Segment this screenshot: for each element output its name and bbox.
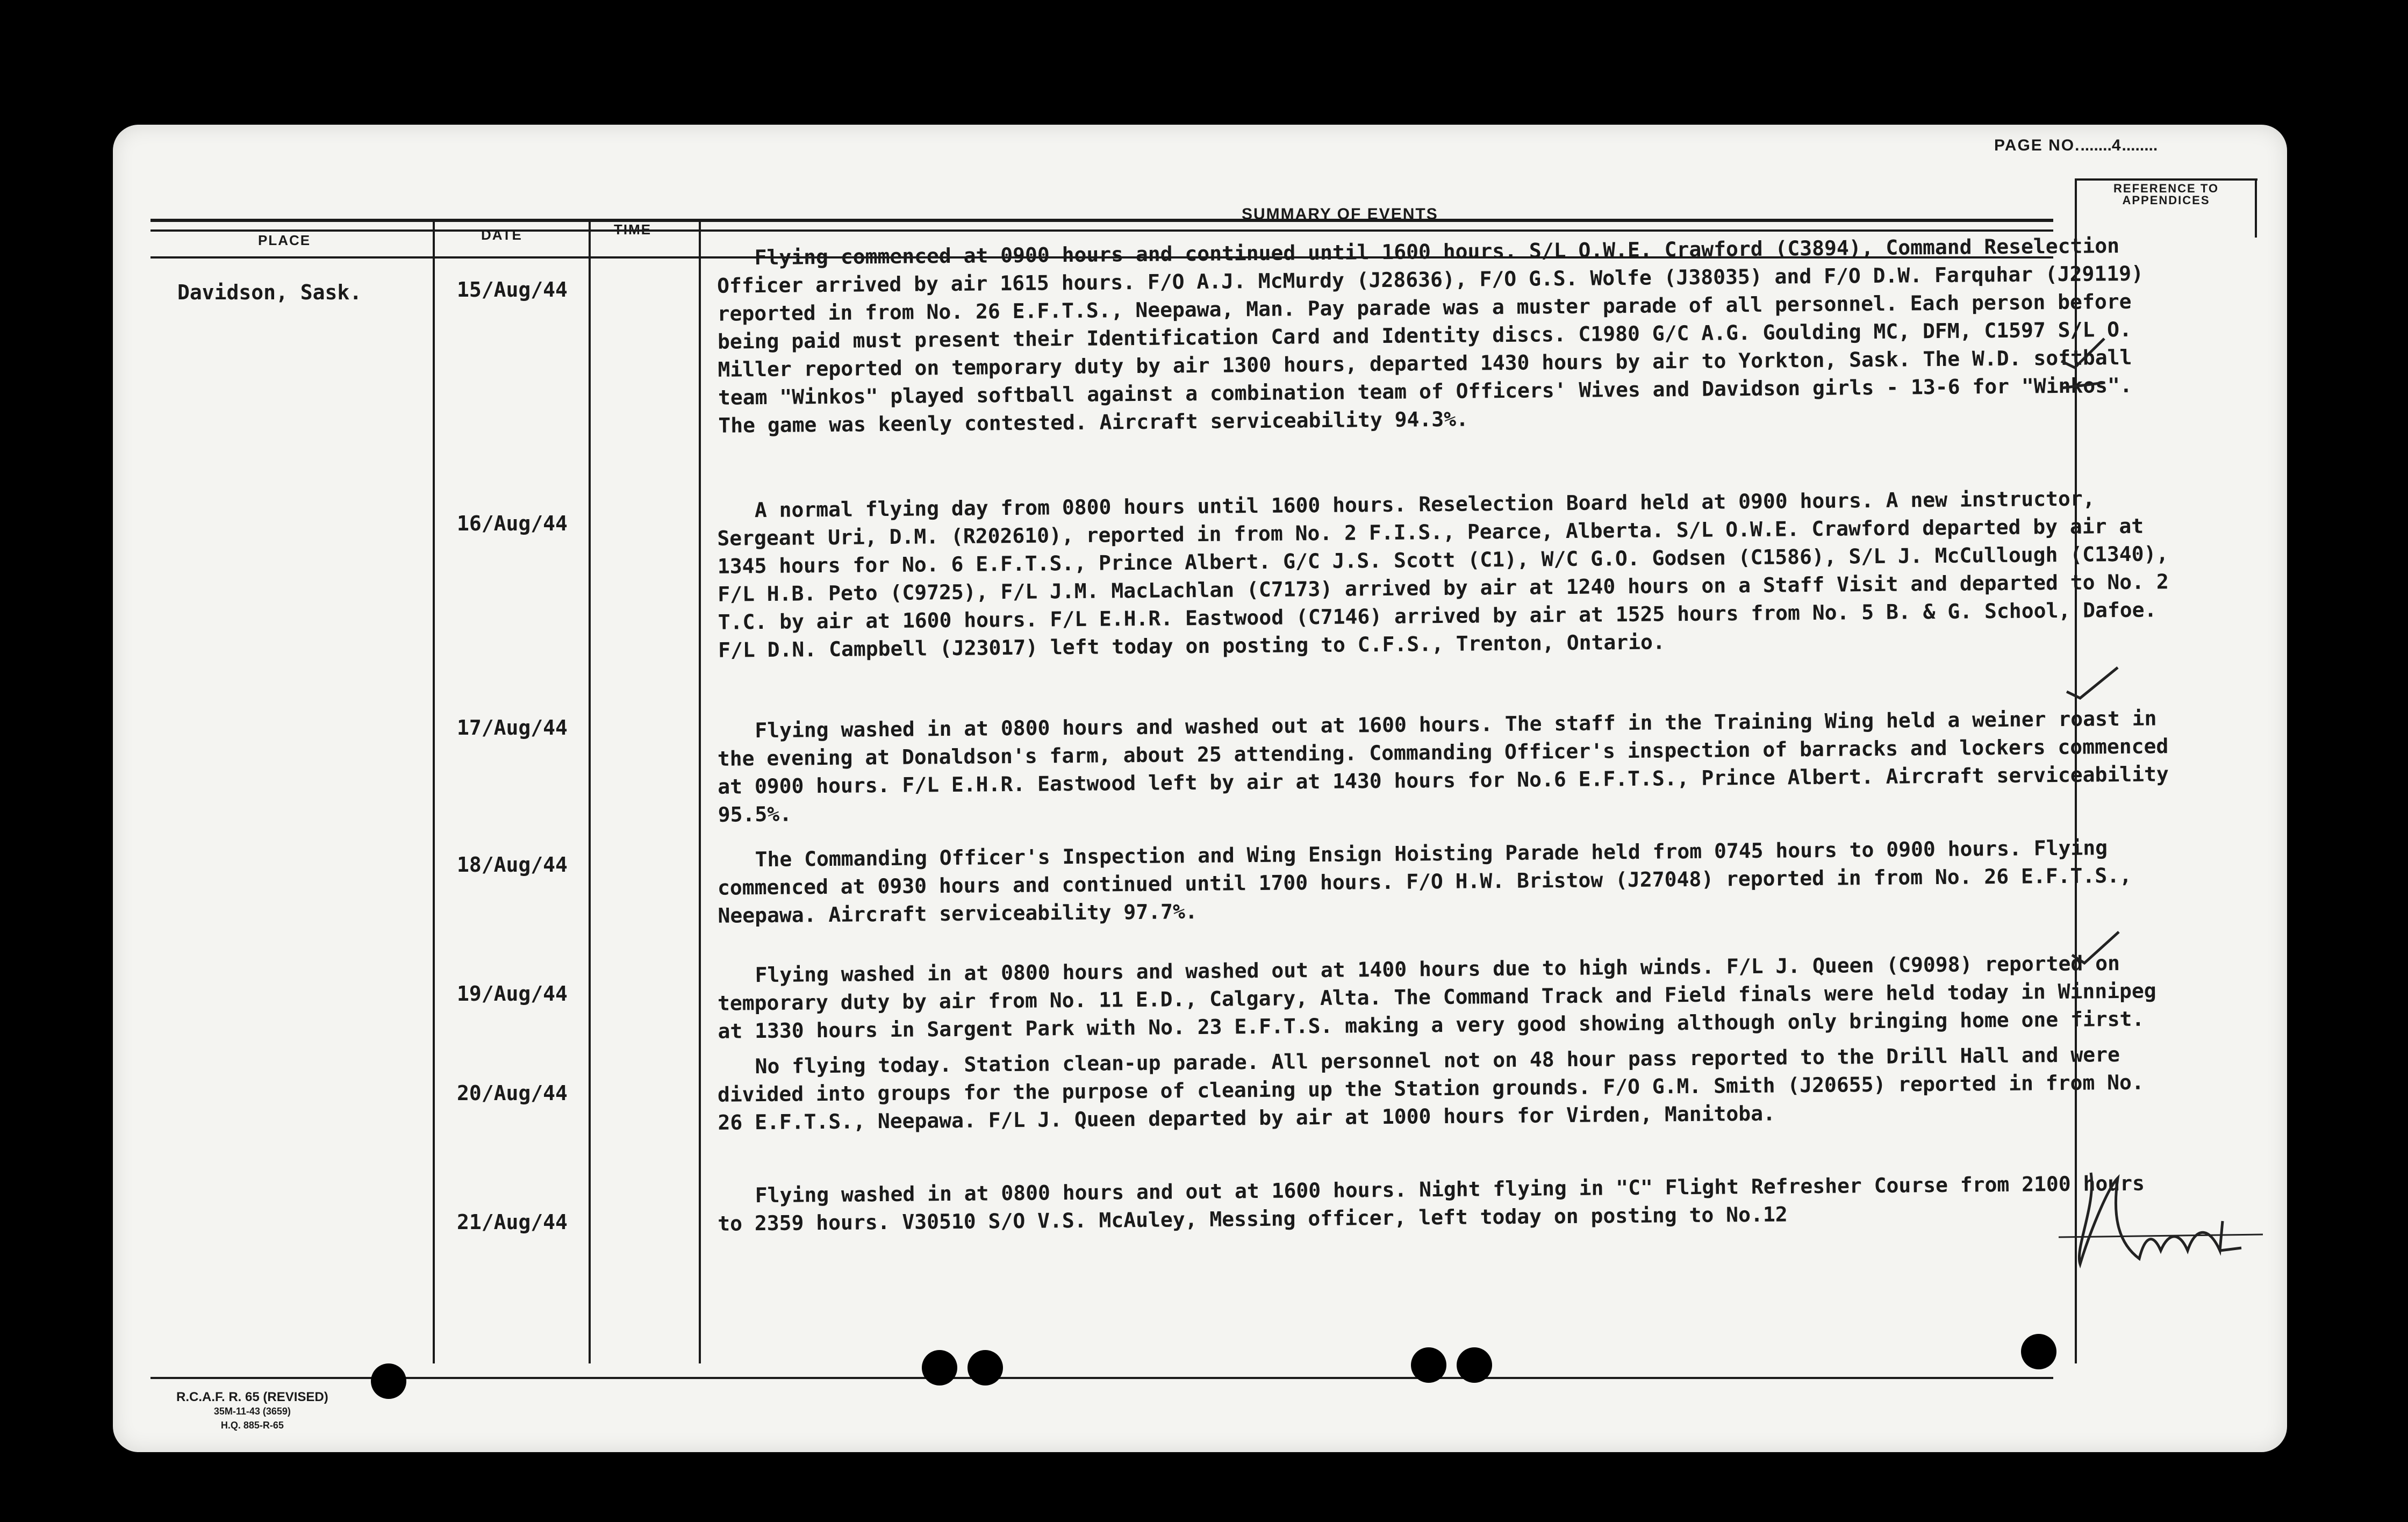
- record-sheet: [113, 125, 2287, 1452]
- event-summary: Flying commenced at 0900 hours and continued until 1600 hours. S/L O.W.E. Crawford (C3894), Command Reselection Officer arrived by air 1615 hours. F/O A.J. McMurdy (J28636), F/O G.S. Wolfe (J38035) and F/O D.W. Farquhar (J29119) reported in from No. 26 E.F.T.S., Neepawa, Man. Pay parade was a muster parade of all personnel. Each person before being paid must present their Identification Card and Identity discs. C1980 G/C A.G. Goulding MC, DFM, C1597 S/L O. Miller reported on temporary duty by air 1300 hours, departed 1430 hours by air to Yorkton, Sask. The W.D. softball team "Winkos" played softball against a combination team of Officers' Wives and Davidson girls - 13-6 for "Winkos". The game was keenly contested. Aircraft serviceability 94.3%.: [716, 234, 2144, 437]
- event-summary: No flying today. Station clean-up parade. All personnel not on 48 hour pass reported to the Drill Hall and were divided into groups for the purpose of cleaning up the Station grounds. F/O G.M. Smith (J20655) reported in from No. 26 E.F.T.S., Neepawa. F/L J. Queen departed by air at 1000 hours for Virden, Manitoba.: [717, 1043, 2144, 1135]
- form-print-code: 35M-11-43 (3659): [213, 1406, 291, 1417]
- form-footer: [176, 1390, 328, 1432]
- check-mark-icon: [2059, 334, 2107, 377]
- summary-title: SUMMARY OF EVENTS: [1242, 205, 1438, 223]
- date-entry: 18/Aug/44: [457, 853, 568, 877]
- time-column-header: TIME: [614, 221, 652, 238]
- check-mark-icon: [2059, 377, 2107, 399]
- form-hq-code: H.Q. 885-R-65: [220, 1420, 284, 1431]
- event-summary: Flying washed in at 0800 hours and washed out at 1400 hours due to high winds. F/L J. Queen (C9098) reported on temporary duty by air from No. 11 E.D., Calgary, Alta. The Command Track and Field finals were held today in Winnipeg at 1330 hours in Sargent Park with No. 23 E.F.T.S. making a very good showing although only bringing home one first.: [717, 951, 2156, 1043]
- page-number: PAGE NO........4........: [1994, 137, 2158, 154]
- event-summary: Flying washed in at 0800 hours and out at 1600 hours. Night flying in "C" Flight Refresher Course from 2100 hours to 2359 hours. V30510 S/O V.S. McAuley, Messing officer, left today on posting to No.12: [718, 1171, 2145, 1236]
- place-column-header: PLACE: [258, 232, 311, 248]
- check-mark-icon: [2069, 925, 2123, 974]
- date-entry: 19/Aug/44: [457, 982, 568, 1006]
- date-entry: 21/Aug/44: [457, 1210, 568, 1234]
- page-number-label: PAGE NO.: [1994, 137, 2081, 154]
- header-bottom-rule: [150, 229, 2053, 232]
- binder-hole: [968, 1350, 1003, 1385]
- form-number: R.C.A.F. R. 65 (REVISED): [176, 1390, 328, 1404]
- date-time-divider: [589, 219, 591, 1363]
- header-top-rule: [150, 219, 2053, 222]
- date-column-header: DATE: [481, 227, 522, 243]
- binder-hole: [2021, 1334, 2056, 1369]
- time-summary-divider: [699, 219, 701, 1363]
- binder-hole: [371, 1363, 406, 1399]
- place-entry: Davidson, Sask.: [177, 281, 362, 304]
- date-entry: 20/Aug/44: [457, 1081, 568, 1105]
- place-date-divider: [433, 219, 435, 1363]
- reference-right-border: [2255, 178, 2257, 238]
- page-number-value: 4: [2111, 137, 2122, 154]
- bottom-rule: [150, 1377, 2053, 1379]
- event-summary: A normal flying day from 0800 hours until 1600 hours. Reselection Board held at 0900 hours. A new instructor, Sergeant Uri, D.M. (R202610), reported in from No. 2 F.I.S., Pearce, Alberta. S/L O.W.E. Crawford departed by air at 1345 hours for No. 6 E.F.T.S., Prince Albert. G/C J.S. Scott (C1), W/C G.O. Godsen (C1586), S/L J. McCullough (C1340), F/L H.B. Peto (C9725), F/L J.M. MacLachlan (C7173) arrived by air at 1240 hours on a Staff Visit and departed to No. 2 T.C. by air at 1600 hours. F/L E.H.R. Eastwood (C7146) arrived by air at 1525 hours from No. 5 B. & G. School, Dafoe. F/L D.N. Campbell (J23017) left today on posting to C.F.S., Trenton, Ontario.: [717, 486, 2169, 662]
- date-entry: 17/Aug/44: [457, 716, 568, 740]
- event-summary: The Commanding Officer's Inspection and Wing Ensign Hoisting Parade held from 0745 hours to 0900 hours. Flying commenced at 0930 hours and continued until 1700 hours. F/O H.W. Bristow (J27048) reported in from No. 26 E.F.T.S., Neepawa. Aircraft serviceability 97.7%.: [717, 836, 2132, 928]
- date-entry: 16/Aug/44: [457, 512, 568, 535]
- binder-hole: [1411, 1347, 1446, 1383]
- check-mark-icon: [2064, 659, 2123, 708]
- signature-icon: [2059, 1157, 2263, 1275]
- event-summary: Flying washed in at 0800 hours and washed out at 1600 hours. The staff in the Training Wing held a weiner roast in the evening at Donaldson's farm, about 25 attending. Commanding Officer's inspection of barracks and lockers commenced at 0900 hours. F/L E.H.R. Eastwood left by air at 1430 hours for No.6 E.F.T.S., Prince Albert. Aircraft serviceability 95.5%.: [717, 706, 2169, 827]
- reference-top-rule: [2075, 178, 2258, 181]
- date-entry: 15/Aug/44: [457, 278, 568, 301]
- binder-hole: [922, 1350, 957, 1385]
- binder-hole: [1457, 1347, 1492, 1383]
- reference-title: REFERENCE TO APPENDICES: [2113, 182, 2219, 207]
